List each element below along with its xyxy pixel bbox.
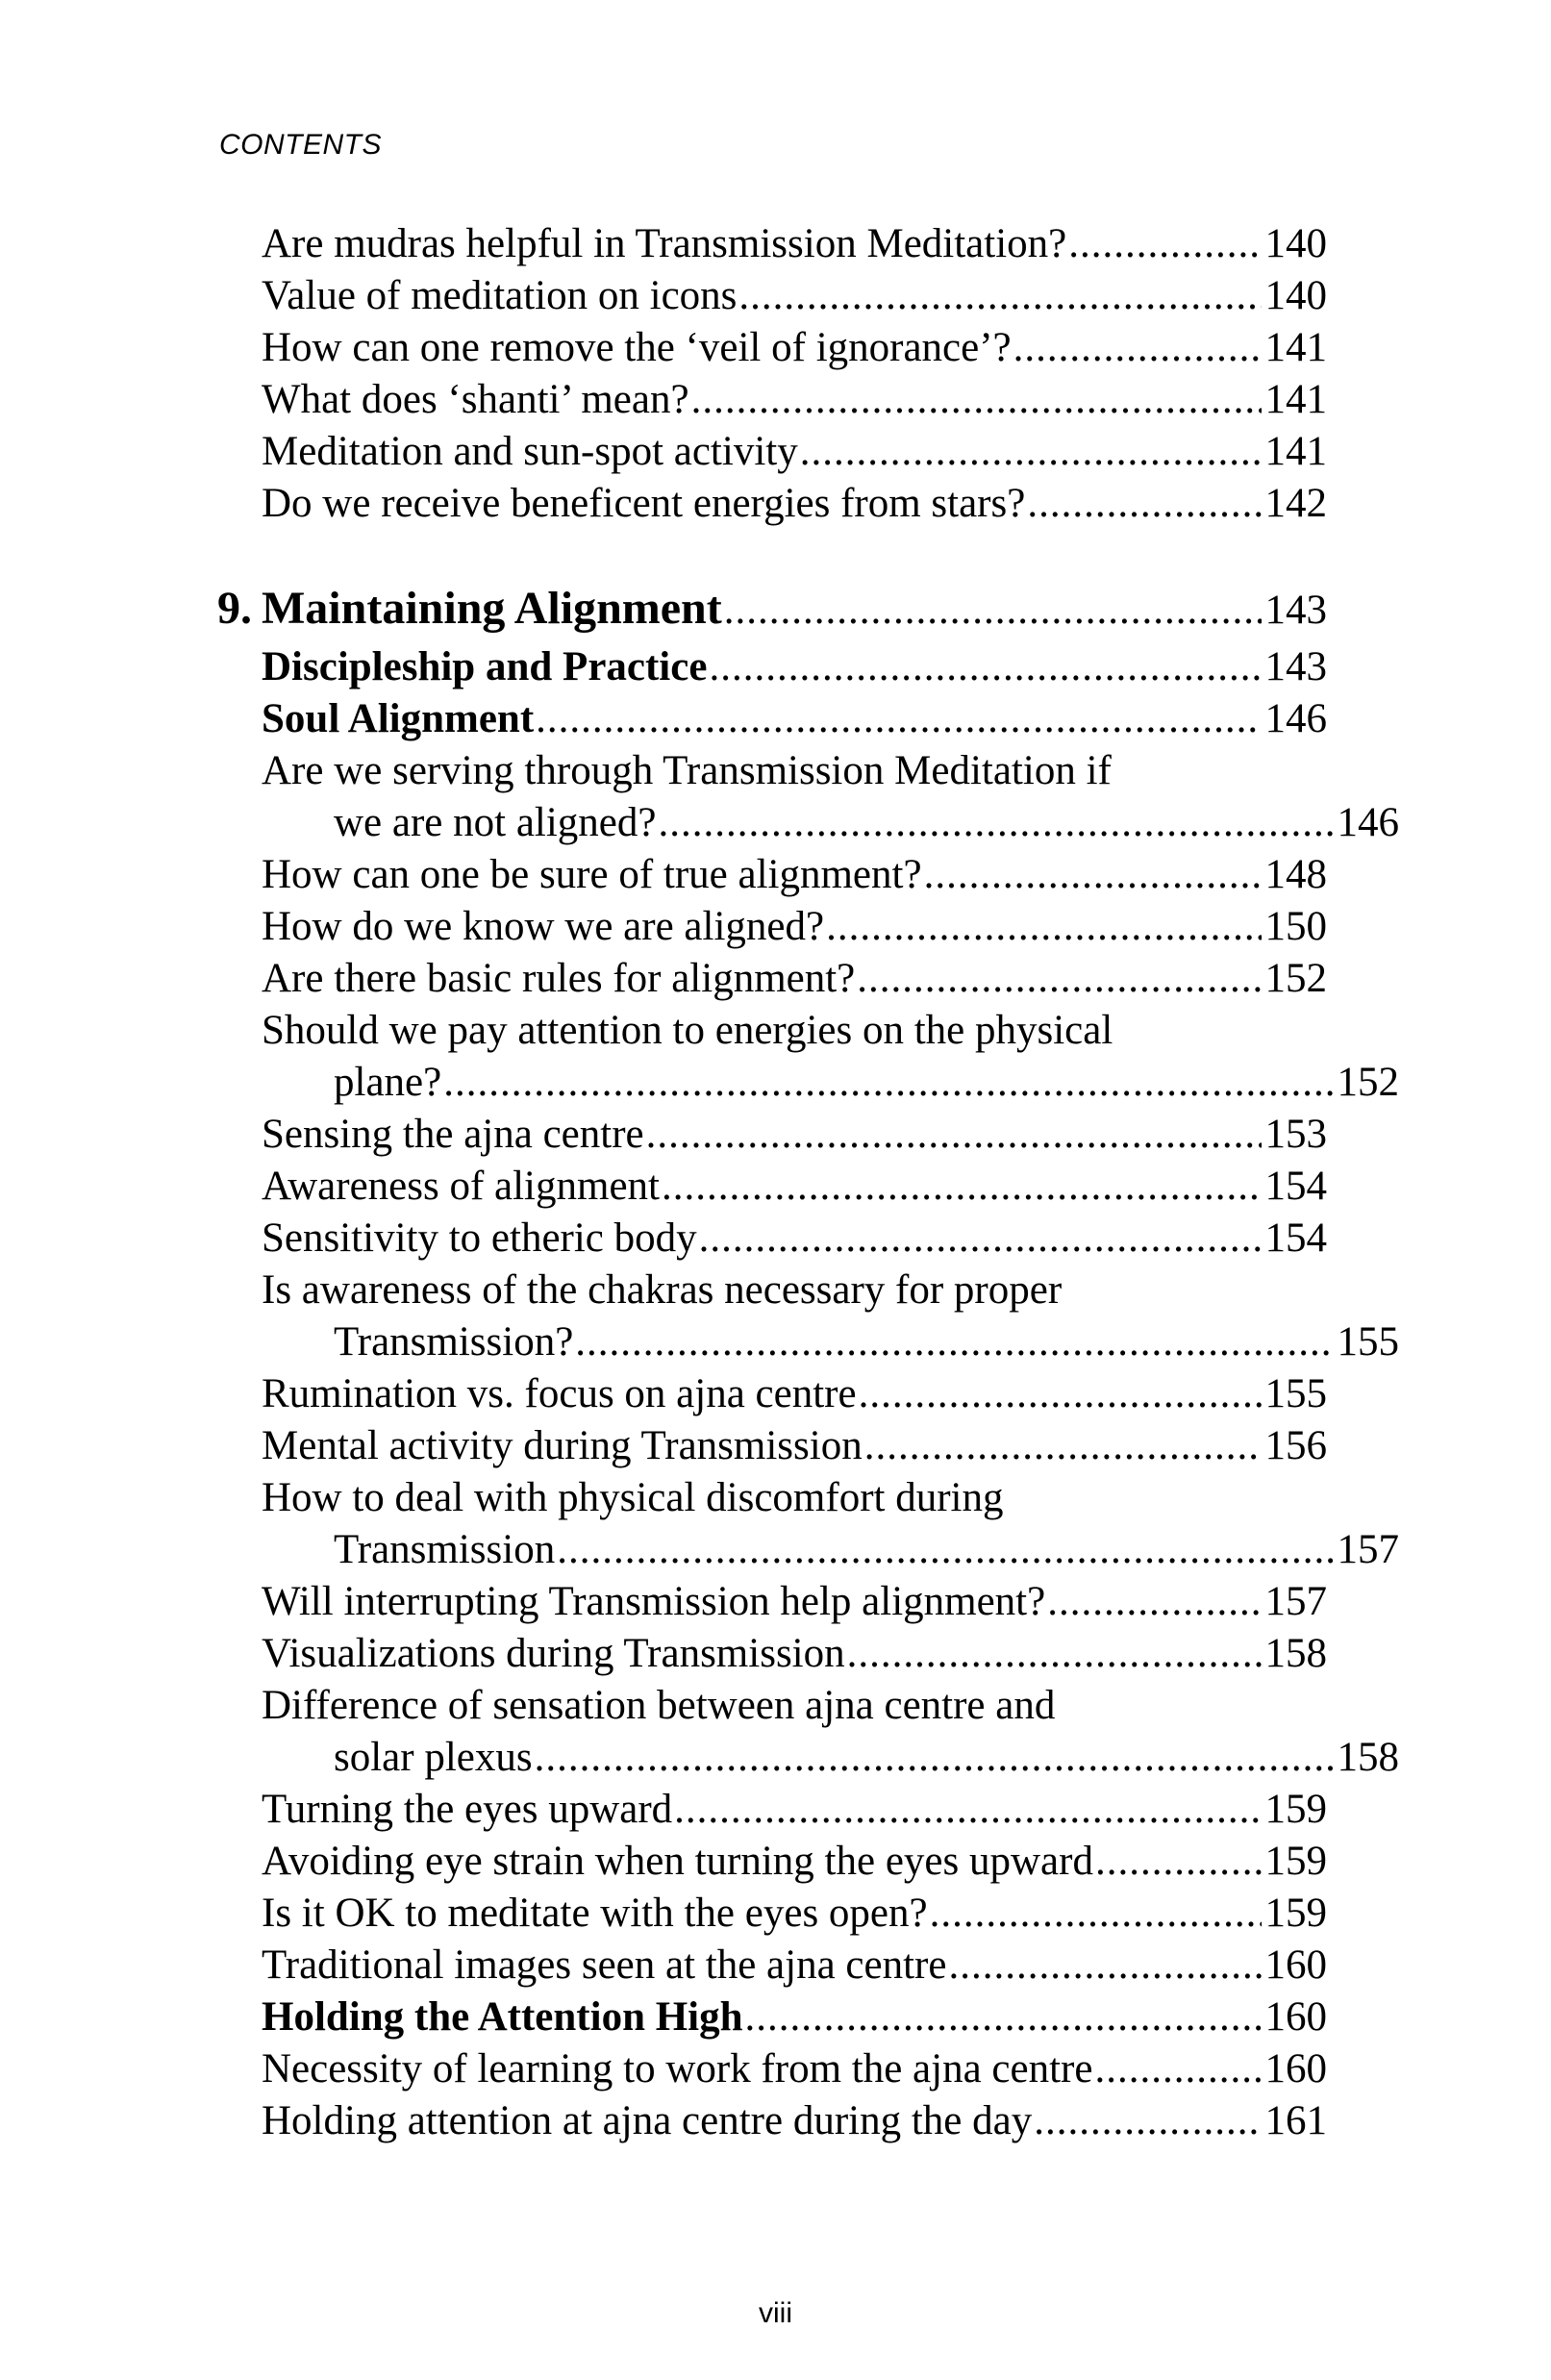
toc-entry-first-line: Should we pay attention to energies on the physical — [262, 1008, 1113, 1053]
toc-entry-title: Traditional images seen at the ajna centre — [262, 1942, 947, 1988]
toc-entry-page: 140 — [1264, 221, 1327, 266]
toc-entry — [262, 1888, 1327, 1940]
toc-entry-page: 153 — [1264, 1112, 1327, 1157]
toc-entry-page: 156 — [1264, 1423, 1327, 1468]
toc-entry-title: How can one remove the ‘veil of ignorance’? — [262, 325, 1012, 370]
toc-entry — [262, 1524, 1399, 1576]
dot-leader — [1034, 2095, 1261, 2147]
toc-entry — [262, 1316, 1399, 1368]
toc-entry-first-line: Difference of sensation between ajna centre and — [262, 1683, 1056, 1728]
section-heading — [262, 641, 1327, 693]
toc-entry-page: 160 — [1264, 2046, 1327, 2092]
toc-entry — [262, 1732, 1399, 1784]
dot-leader — [699, 1213, 1262, 1265]
toc-entry — [262, 426, 1327, 478]
toc-entry-title: How do we know we are aligned? — [262, 904, 825, 949]
toc-entry-page: 155 — [1337, 1319, 1399, 1365]
toc-entry-title: Sensitivity to etheric body — [262, 1215, 697, 1261]
chapter-heading — [217, 576, 1327, 641]
toc-entry — [262, 478, 1327, 530]
dot-leader — [535, 1732, 1334, 1784]
dot-leader — [646, 1109, 1262, 1161]
toc-entry-title: What does ‘shanti’ mean? — [262, 377, 689, 422]
toc-entry-page: 159 — [1264, 1787, 1327, 1832]
section-heading — [262, 693, 1327, 745]
toc-entry-title: Rumination vs. focus on ajna centre — [262, 1371, 857, 1416]
dot-leader — [800, 426, 1262, 478]
dot-leader — [658, 797, 1333, 849]
dot-leader — [691, 374, 1262, 426]
toc-entry-title: we are not aligned? — [334, 800, 657, 845]
dot-leader — [857, 953, 1261, 1005]
spacer — [262, 530, 1327, 576]
dot-leader — [557, 1524, 1333, 1576]
page-number: viii — [759, 2297, 792, 2329]
toc-entry-page: 158 — [1337, 1735, 1399, 1780]
toc-entry-page: 158 — [1264, 1631, 1327, 1676]
dot-leader — [724, 578, 1262, 643]
toc-entry — [262, 1109, 1327, 1161]
toc-entry — [262, 953, 1327, 1005]
dot-leader — [662, 1161, 1262, 1213]
toc-entry — [262, 1420, 1327, 1472]
dot-leader — [575, 1316, 1333, 1368]
dot-leader — [536, 693, 1261, 745]
toc-entry-title: Awareness of alignment — [262, 1164, 660, 1209]
toc-entry-page: 157 — [1264, 1579, 1327, 1624]
toc-entry-page: 152 — [1337, 1060, 1399, 1105]
toc-entry — [262, 1576, 1327, 1628]
toc-entry — [262, 1057, 1399, 1109]
toc-entry-title: Transmission — [334, 1527, 556, 1572]
toc-entry-title: Necessity of learning to work from the ajna centre — [262, 2046, 1093, 2092]
toc-entry — [262, 218, 1327, 270]
toc-entry-page: 140 — [1264, 273, 1327, 318]
toc-entry-title: Meditation and sun-spot activity — [262, 429, 798, 474]
section-page: 143 — [1264, 644, 1327, 689]
toc-entry-title: plane? — [334, 1060, 442, 1105]
toc-entry — [262, 1940, 1327, 1992]
section-title: Discipleship and Practice — [262, 644, 708, 689]
section-heading — [262, 1992, 1327, 2043]
dot-leader — [1095, 1836, 1262, 1888]
toc-entry — [262, 797, 1399, 849]
toc-entry-title: Is it OK to meditate with the eyes open? — [262, 1891, 928, 1936]
toc-entry — [262, 901, 1327, 953]
dot-leader — [826, 901, 1261, 953]
toc-entry-page: 154 — [1264, 1164, 1327, 1209]
dot-leader — [709, 641, 1261, 693]
dot-leader — [1013, 322, 1262, 374]
toc-entry-title: Transmission? — [334, 1319, 574, 1365]
toc-entry — [262, 849, 1327, 901]
toc-entry-title: Turning the eyes upward — [262, 1787, 673, 1832]
toc-entry — [262, 1213, 1327, 1265]
toc-entry-page: 141 — [1264, 325, 1327, 370]
section-title: Soul Alignment — [262, 696, 535, 741]
section-page: 160 — [1264, 1994, 1327, 2040]
dot-leader — [930, 1888, 1262, 1940]
dot-leader — [1068, 218, 1261, 270]
toc-entry-title: Are there basic rules for alignment? — [262, 956, 856, 1001]
toc-entry — [262, 270, 1327, 322]
toc-entry-page: 159 — [1264, 1839, 1327, 1884]
toc-entry-page: 155 — [1264, 1371, 1327, 1416]
toc-entry-title: How can one be sure of true alignment? — [262, 852, 922, 897]
chapter-title: Maintaining Alignment — [262, 583, 722, 634]
toc-entry-first-line: Are we serving through Transmission Meditation if — [262, 748, 1112, 793]
toc-entry — [262, 1836, 1327, 1888]
chapter-number: 9. — [217, 583, 252, 634]
toc-entry-title: Are mudras helpful in Transmission Meditation? — [262, 221, 1067, 266]
dot-leader — [1047, 1576, 1261, 1628]
toc-entry-title: Mental activity during Transmission — [262, 1423, 863, 1468]
dot-leader — [859, 1368, 1262, 1420]
toc-entry-page: 161 — [1264, 2098, 1327, 2143]
toc-entry-page: 150 — [1264, 904, 1327, 949]
toc-entry — [262, 374, 1327, 426]
dot-leader — [948, 1940, 1261, 1992]
toc-entry-page: 146 — [1337, 800, 1399, 845]
toc-entry-page: 159 — [1264, 1891, 1327, 1936]
dot-leader — [674, 1784, 1261, 1836]
toc-entry-title: Visualizations during Transmission — [262, 1631, 845, 1676]
toc-entry — [262, 1368, 1327, 1420]
chapter-page: 143 — [1264, 588, 1327, 633]
toc-entry-title: Holding attention at ajna centre during the day — [262, 2098, 1033, 2143]
dot-leader — [745, 1992, 1262, 2043]
toc-entry-title: Value of meditation on icons — [262, 273, 738, 318]
toc-entry-page: 152 — [1264, 956, 1327, 1001]
toc-entry-first-line: How to deal with physical discomfort during — [262, 1475, 1004, 1520]
toc-entry-page: 142 — [1264, 481, 1327, 526]
running-head: CONTENTS — [219, 129, 382, 161]
toc-entry — [262, 2095, 1327, 2147]
section-title: Holding the Attention High — [262, 1994, 743, 2040]
dot-leader — [738, 270, 1261, 322]
toc-entry — [262, 1161, 1327, 1213]
toc-entry — [262, 322, 1327, 374]
dot-leader — [1094, 2043, 1261, 2095]
toc-entry-title: Avoiding eye strain when turning the eyes upward — [262, 1839, 1093, 1884]
toc-entry — [262, 1628, 1327, 1680]
dot-leader — [1027, 478, 1261, 530]
toc-entry-title: Sensing the ajna centre — [262, 1112, 644, 1157]
dot-leader — [847, 1628, 1262, 1680]
toc-entry-page: 157 — [1337, 1527, 1399, 1572]
toc-entry-title: Do we receive beneficent energies from stars? — [262, 481, 1026, 526]
toc-entry-title: Will interrupting Transmission help alignment? — [262, 1579, 1046, 1624]
dot-leader — [443, 1057, 1333, 1109]
dot-leader — [924, 849, 1262, 901]
toc-entry-page: 141 — [1264, 377, 1327, 422]
toc-entry — [262, 2043, 1327, 2095]
toc-entry-page: 148 — [1264, 852, 1327, 897]
toc-entry — [262, 1784, 1327, 1836]
section-page: 146 — [1264, 696, 1327, 741]
table-of-contents — [217, 218, 1399, 2147]
dot-leader — [864, 1420, 1262, 1472]
toc-entry-page: 141 — [1264, 429, 1327, 474]
toc-entry-first-line: Is awareness of the chakras necessary for proper — [262, 1267, 1063, 1313]
toc-entry-page: 154 — [1264, 1215, 1327, 1261]
toc-entry-title: solar plexus — [334, 1735, 533, 1780]
toc-entry-page: 160 — [1264, 1942, 1327, 1988]
